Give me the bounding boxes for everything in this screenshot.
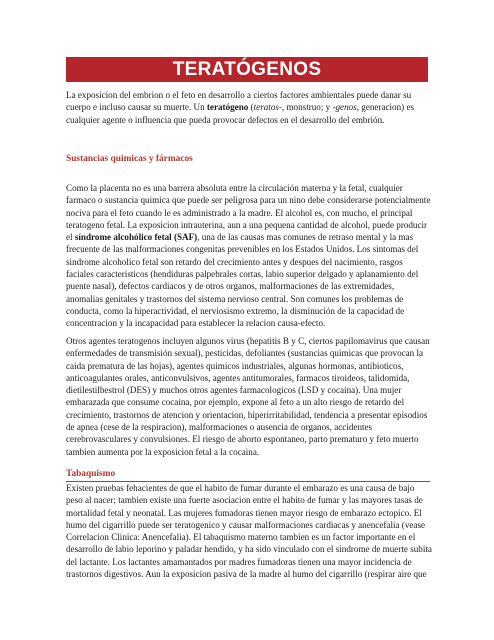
section-heading-smoking: Tabaquismo [66, 469, 116, 479]
page-title: TERATÓGENOS [172, 58, 322, 80]
intro-paragraph [66, 89, 432, 126]
intro-text-2: ( [248, 102, 254, 113]
title-banner [66, 57, 428, 82]
intro-italic-2: genos [335, 102, 357, 113]
chemicals-p1-text-a: Como la placenta no es una barrera absoluta entre la circulación materna y la fetal, cualquier farmaco o sustancia quimica que puede ser peligrosa para un nino debe considerarse potencialmente nociva para el feto cuando le es administrado a la madre. El alcohol es, con mucho, el principal teratogeno fetal. La exposicion intrauterina, aun a una pequena cantidad de alcohol, puede producir el [66, 183, 431, 243]
intro-text-4: , generacion) es cualquier agente o influencia que pueda provocar defectos en el desarrollo del embrión. [66, 102, 415, 125]
section-heading-chemicals: Sustancias quimicas y fármacos [66, 154, 193, 164]
saf-bold-term: síndrome alcohólico fetal (SAF) [74, 232, 198, 243]
smoking-paragraph: Existen pruebas fehacientes de que el habito de fumar durante el embarazo es una causa de bajo peso al nacer; tambien existe una fuerte asociacion entre el habito de fumar y las mayores tasas de mortalidad fetal y neonatal. Las mujeres fumadoras tienen mayor riesgo de embarazo ectopico. El humo del cigarrillo puede ser teratogenico y causar malformaciones cardiacas y anencefalia (vease Correlacion Clinica: Anencefalia). El tabaquismo materno tambien es un factor importante en el desarrollo de labio leporino y paladar hendido, y ha sido vinculado con el sindrome de muerte subita del lactante. Los lactantes amamantados por madres fumadoras tienen una mayor incidencia de trastornos digestivos. Aun la exposicion pasiva de la madre al humo del cigarrillo (respirar aire que [66, 483, 432, 580]
intro-text-3: -, monstruo; y - [278, 102, 336, 113]
intro-italic-1: teratos [253, 102, 279, 113]
chemicals-paragraph-2: Otros agentes teratogenos incluyen algunos virus (hepatitis B y C, ciertos papilomavirus que causan enfermedades de transmisión sexual), pesticidas, defoliantes (sustancias quimicas que provocan la caida prematura de las hojas), agentes quimicos industriales, algunas hormonas, antibioticos, anticoagulantes orales, anticonvulsivos, agentes antitumorales, farmacos tiroideos, talidomida, dietilestilbestrol (DES) y muchos otros agentes farmacologicos (LSD y cocaina). Una mujer embarazada que consume cocaina, por ejemplo, expone al feto a un alto riesgo de retardo del crecimiento, trastornos de atencion y orientacion, hiperirritabilidad, tendencia a presentar episodios de apnea (cese de la respiracion), malformaciones o ausencia de organos, accidentes cerebrovasculares y convulsiones. El riesgo de aborto espontaneo, parto prematuro y feto muerto tambien aumenta por la exposicion fetal a la cocaina. [66, 336, 430, 457]
chemicals-paragraph-1 [66, 182, 432, 330]
intro-bold-term: teratógeno [206, 102, 249, 113]
intro-text-1: La exposicion del embrion o el feto en desarrollo a ciertos factores ambientales puede danar su cuerpo e incluso causar su muerte. Un [66, 90, 412, 113]
chemicals-p1-text-b: , una de las causas mas comunes de retraso mental y la mas frecuente de las malformaciones congenitas prevenibles en los Estados Unidos. Los sintomas del sindrome alcoholico fetal son retardo del crecimiento antes y despues del nacimiento, rasgos faciales caracteristicos (hendiduras palpebrales cortas, labio superior delgado y aplanamiento del puente nasal), defectos cardiacos y de otros organos, malformaciones de las extremidades, anomalias genitales y trastornos del sistema nervioso central. Son comunes los problemas de conducta, como la hiperactividad, el nerviosismo extremo, la disminución de la capacidad de concentracion y la incapacidad para establecer la relacion causa-efecto. [66, 232, 419, 329]
